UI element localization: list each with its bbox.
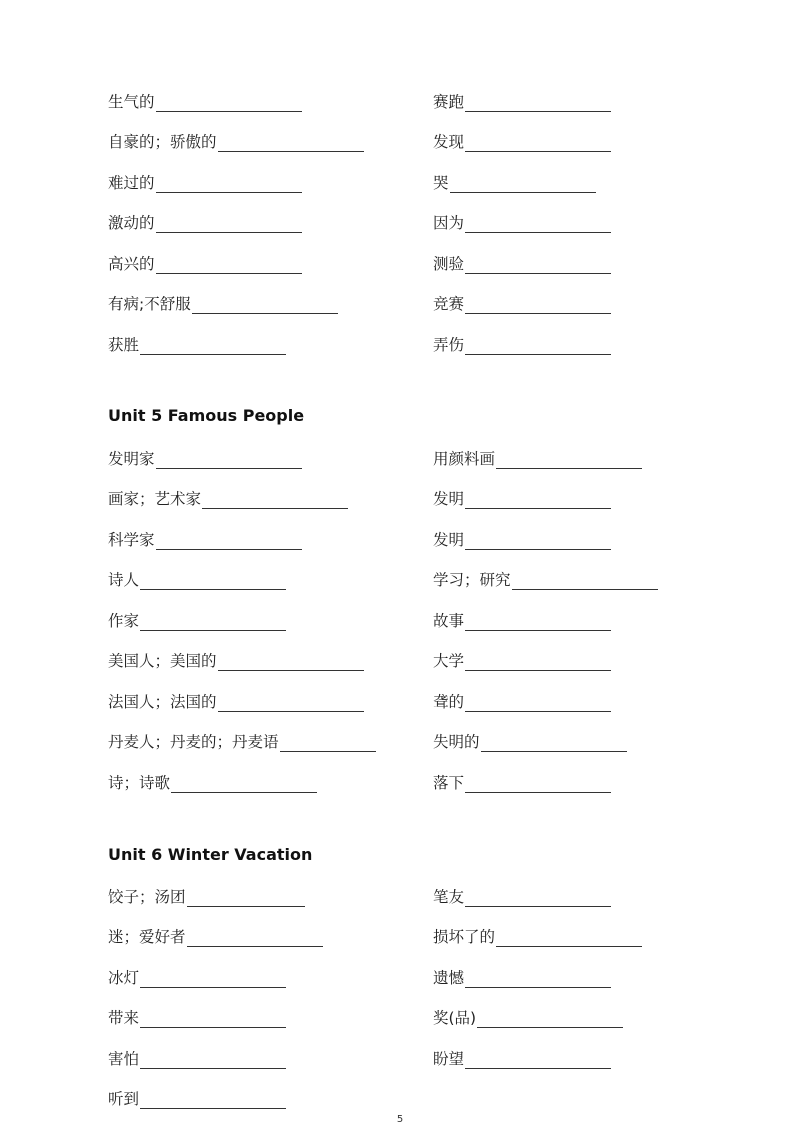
answer-blank[interactable] <box>465 971 611 988</box>
entry-label: 聋的 <box>433 693 465 711</box>
vocab-entry <box>433 773 611 793</box>
entry-label: 高兴的 <box>108 255 155 273</box>
entry-label: 科学家 <box>108 531 155 549</box>
vocab-entry <box>108 968 286 988</box>
entry-label: 因为 <box>433 214 465 232</box>
vocab-entry <box>433 570 658 590</box>
entry-label: 竞赛 <box>433 295 465 313</box>
entry-label: 奖(品) <box>433 1009 477 1027</box>
entry-label: 生气的 <box>108 93 155 111</box>
vocab-entry <box>433 294 611 314</box>
answer-blank[interactable] <box>187 930 323 947</box>
answer-blank[interactable] <box>465 95 611 112</box>
entry-label: 带来 <box>108 1009 140 1027</box>
answer-blank[interactable] <box>218 654 364 671</box>
vocab-entry <box>108 254 302 274</box>
answer-blank[interactable] <box>496 930 642 947</box>
answer-blank[interactable] <box>465 338 611 355</box>
answer-blank[interactable] <box>465 776 611 793</box>
entry-label: 发明 <box>433 490 465 508</box>
answer-blank[interactable] <box>192 297 338 314</box>
entry-label: 有病;不舒服 <box>108 295 191 313</box>
entry-label: 自豪的；骄傲的 <box>108 133 217 151</box>
entry-label: 激动的 <box>108 214 155 232</box>
entry-label: 哭 <box>433 174 449 192</box>
vocab-entry <box>108 692 364 712</box>
entry-label: 诗；诗歌 <box>108 774 171 792</box>
answer-blank[interactable] <box>140 1092 286 1109</box>
answer-blank[interactable] <box>465 533 611 550</box>
answer-blank[interactable] <box>481 735 627 752</box>
vocab-entry <box>433 335 611 355</box>
vocab-entry <box>433 611 611 631</box>
entry-label: 冰灯 <box>108 969 140 987</box>
entry-label: 美国人；美国的 <box>108 652 217 670</box>
answer-blank[interactable] <box>140 1052 286 1069</box>
vocab-entry <box>433 213 611 233</box>
vocab-entry <box>108 611 286 631</box>
answer-blank[interactable] <box>465 216 611 233</box>
answer-blank[interactable] <box>465 695 611 712</box>
vocab-entry <box>108 1049 286 1069</box>
answer-blank[interactable] <box>465 257 611 274</box>
answer-blank[interactable] <box>156 176 302 193</box>
vocab-entry <box>433 1008 623 1028</box>
vocab-entry <box>433 132 611 152</box>
vocab-entry <box>108 213 302 233</box>
vocab-entry <box>108 449 302 469</box>
answer-blank[interactable] <box>140 1011 286 1028</box>
vocab-entry <box>108 294 338 314</box>
answer-blank[interactable] <box>465 654 611 671</box>
vocab-entry <box>433 968 611 988</box>
vocab-entry <box>433 92 611 112</box>
vocab-entry <box>108 335 286 355</box>
vocab-entry <box>433 173 596 193</box>
vocab-entry <box>108 732 376 752</box>
entry-label: 用颜料画 <box>433 450 496 468</box>
answer-blank[interactable] <box>171 776 317 793</box>
vocab-entry <box>433 732 627 752</box>
answer-blank[interactable] <box>187 890 305 907</box>
answer-blank[interactable] <box>156 95 302 112</box>
vocab-entry <box>108 132 364 152</box>
answer-blank[interactable] <box>496 452 642 469</box>
vocab-entry <box>108 570 286 590</box>
answer-blank[interactable] <box>465 135 611 152</box>
answer-blank[interactable] <box>477 1011 623 1028</box>
vocab-entry <box>108 1089 286 1109</box>
entry-label: 遗憾 <box>433 969 465 987</box>
vocab-entry <box>108 927 323 947</box>
vocab-entry <box>108 887 305 907</box>
entry-label: 学习；研究 <box>433 571 511 589</box>
vocab-entry <box>108 1008 286 1028</box>
answer-blank[interactable] <box>465 614 611 631</box>
section-heading: Unit 6 Winter Vacation <box>108 845 313 864</box>
entry-label: 获胜 <box>108 336 140 354</box>
answer-blank[interactable] <box>140 573 286 590</box>
answer-blank[interactable] <box>140 338 286 355</box>
entry-label: 听到 <box>108 1090 140 1108</box>
answer-blank[interactable] <box>465 297 611 314</box>
page-number: 5 <box>396 1114 404 1125</box>
entry-label: 法国人；法国的 <box>108 693 217 711</box>
vocab-entry <box>108 530 302 550</box>
vocab-entry <box>433 692 611 712</box>
entry-label: 丹麦人；丹麦的；丹麦语 <box>108 733 279 751</box>
answer-blank[interactable] <box>156 452 302 469</box>
entry-label: 笔友 <box>433 888 465 906</box>
entry-label: 作家 <box>108 612 140 630</box>
answer-blank[interactable] <box>465 890 611 907</box>
entry-label: 大学 <box>433 652 465 670</box>
entry-label: 发明家 <box>108 450 155 468</box>
vocab-entry <box>108 173 302 193</box>
entry-label: 饺子；汤团 <box>108 888 186 906</box>
answer-blank[interactable] <box>140 971 286 988</box>
answer-blank[interactable] <box>140 614 286 631</box>
answer-blank[interactable] <box>450 176 596 193</box>
vocab-entry <box>433 530 611 550</box>
entry-label: 诗人 <box>108 571 140 589</box>
vocab-entry <box>433 489 611 509</box>
vocab-entry <box>433 651 611 671</box>
answer-blank[interactable] <box>280 735 376 752</box>
entry-label: 测验 <box>433 255 465 273</box>
answer-blank[interactable] <box>512 573 658 590</box>
entry-label: 盼望 <box>433 1050 465 1068</box>
entry-label: 失明的 <box>433 733 480 751</box>
answer-blank[interactable] <box>218 135 364 152</box>
vocab-entry <box>108 651 364 671</box>
entry-label: 落下 <box>433 774 465 792</box>
section-heading: Unit 5 Famous People <box>108 406 305 425</box>
entry-label: 发明 <box>433 531 465 549</box>
entry-label: 弄伤 <box>433 336 465 354</box>
answer-blank[interactable] <box>202 492 348 509</box>
vocab-entry <box>108 773 317 793</box>
answer-blank[interactable] <box>465 492 611 509</box>
entry-label: 难过的 <box>108 174 155 192</box>
answer-blank[interactable] <box>156 257 302 274</box>
entry-label: 画家；艺术家 <box>108 490 202 508</box>
entry-label: 故事 <box>433 612 465 630</box>
vocab-entry <box>108 92 302 112</box>
vocab-entry <box>433 449 642 469</box>
vocab-entry <box>108 489 348 509</box>
vocab-entry <box>433 254 611 274</box>
answer-blank[interactable] <box>156 216 302 233</box>
answer-blank[interactable] <box>465 1052 611 1069</box>
entry-label: 迷；爱好者 <box>108 928 186 946</box>
entry-label: 损坏了的 <box>433 928 496 946</box>
entry-label: 赛跑 <box>433 93 465 111</box>
entry-label: 害怕 <box>108 1050 140 1068</box>
vocab-entry <box>433 887 611 907</box>
answer-blank[interactable] <box>156 533 302 550</box>
entry-label: 发现 <box>433 133 465 151</box>
vocab-entry <box>433 1049 611 1069</box>
vocab-entry <box>433 927 642 947</box>
answer-blank[interactable] <box>218 695 364 712</box>
